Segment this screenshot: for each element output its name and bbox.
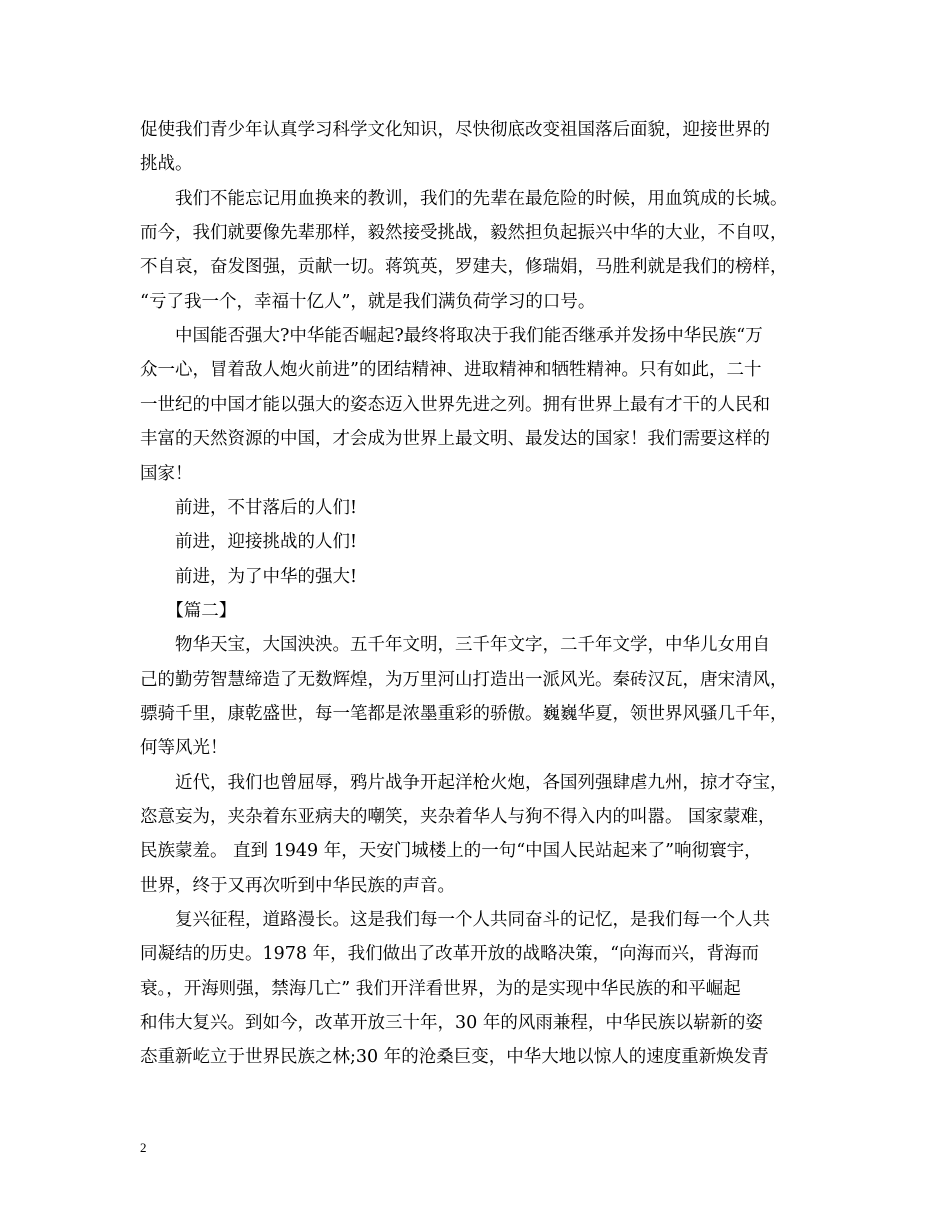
text-line: 【篇二】 <box>140 600 237 621</box>
text-line: 民族蒙羞。 直到 1949 年，天安门城楼上的一句“中国人民站起来了”响彻寰宇， <box>140 841 762 862</box>
text-line: 骠骑千里，康乾盛世，每一笔都是浓墨重彩的骄傲。巍巍华夏，领世界风骚几千年， <box>140 703 788 724</box>
text-line: 我们不能忘记用血换来的教训，我们的先辈在最危险的时候，用血筑成的长城。 <box>140 188 788 209</box>
text-line: 近代，我们也曾屈辱，鸦片战争开起洋枪火炮，各国列强肆虐九州，掠才夺宝， <box>140 772 788 793</box>
text-line: 何等风光！ <box>140 738 228 759</box>
text-line: 和伟大复兴。到如今，改革开放三十年，30 年的风雨兼程，中华民族以崭新的姿 <box>140 1013 763 1034</box>
text-line: 衰。，开海则强，禁海几亡” 我们开洋看世界，为的是实现中华民族的和平崛起 <box>140 978 741 999</box>
text-line: 物华天宝，大国泱泱。五千年文明，三千年文字，二千年文学，中华儿女用自 <box>140 635 770 656</box>
text-line: 挑战。 <box>140 154 193 175</box>
text-line: 恣意妄为，夹杂着东亚病夫的嘲笑，夹杂着华人与狗不得入内的叫嚣。 国家蒙难， <box>140 807 776 827</box>
text-line: 国家！ <box>140 463 193 484</box>
text-line: 同凝结的历史。1978 年，我们做出了改革开放的战略决策，“向海而兴，背海而 <box>140 944 760 965</box>
text-line: “亏了我一个，幸福十亿人”，就是我们满负荷学习的口号。 <box>140 291 596 312</box>
text-line: 态重新屹立于世界民族之林;30 年的沧桑巨变，中华大地以惊人的速度重新焕发青 <box>140 1047 769 1068</box>
text-line: 一世纪的中国才能以强大的姿态迈入世界先进之列。拥有世界上最有才干的人民和 <box>140 394 770 415</box>
text-line: 丰富的天然资源的中国，才会成为世界上最文明、最发达的国家！我们需要这样的 <box>140 429 770 450</box>
text-line: 不自哀，奋发图强，贡献一切。蒋筑英，罗建夫，修瑞娟，马胜利就是我们的榜样， <box>140 257 788 278</box>
text-line: 世界，终于又再次听到中华民族的声音。 <box>140 875 455 896</box>
text-line: 众一心，冒着敌人炮火前进”的团结精神、进取精神和牺牲精神。只有如此，二十 <box>140 360 762 381</box>
text-line: 复兴征程，道路漫长。这是我们每一个人共同奋斗的记忆，是我们每一个人共 <box>140 910 770 931</box>
text-line: 己的勤劳智慧缔造了无数辉煌，为万里河山打造出一派风光。秦砖汉瓦，唐宋清风， <box>140 669 788 690</box>
text-line: 中国能否强大?中华能否崛起?最终将取决于我们能否继承并发扬中华民族“万 <box>140 326 763 347</box>
text-line: 前进，为了中华的强大! <box>140 566 358 587</box>
page-number: 2 <box>140 1140 147 1155</box>
text-line: 而今，我们就要像先辈那样，毅然接受挑战，毅然担负起振兴中华的大业，不自叹， <box>140 223 788 244</box>
text-line: 前进，迎接挑战的人们! <box>140 532 358 553</box>
text-line: 前进，不甘落后的人们! <box>140 497 358 518</box>
text-line: 促使我们青少年认真学习科学文化知识，尽快彻底改变祖国落后面貌，迎接世界的 <box>140 120 770 140</box>
